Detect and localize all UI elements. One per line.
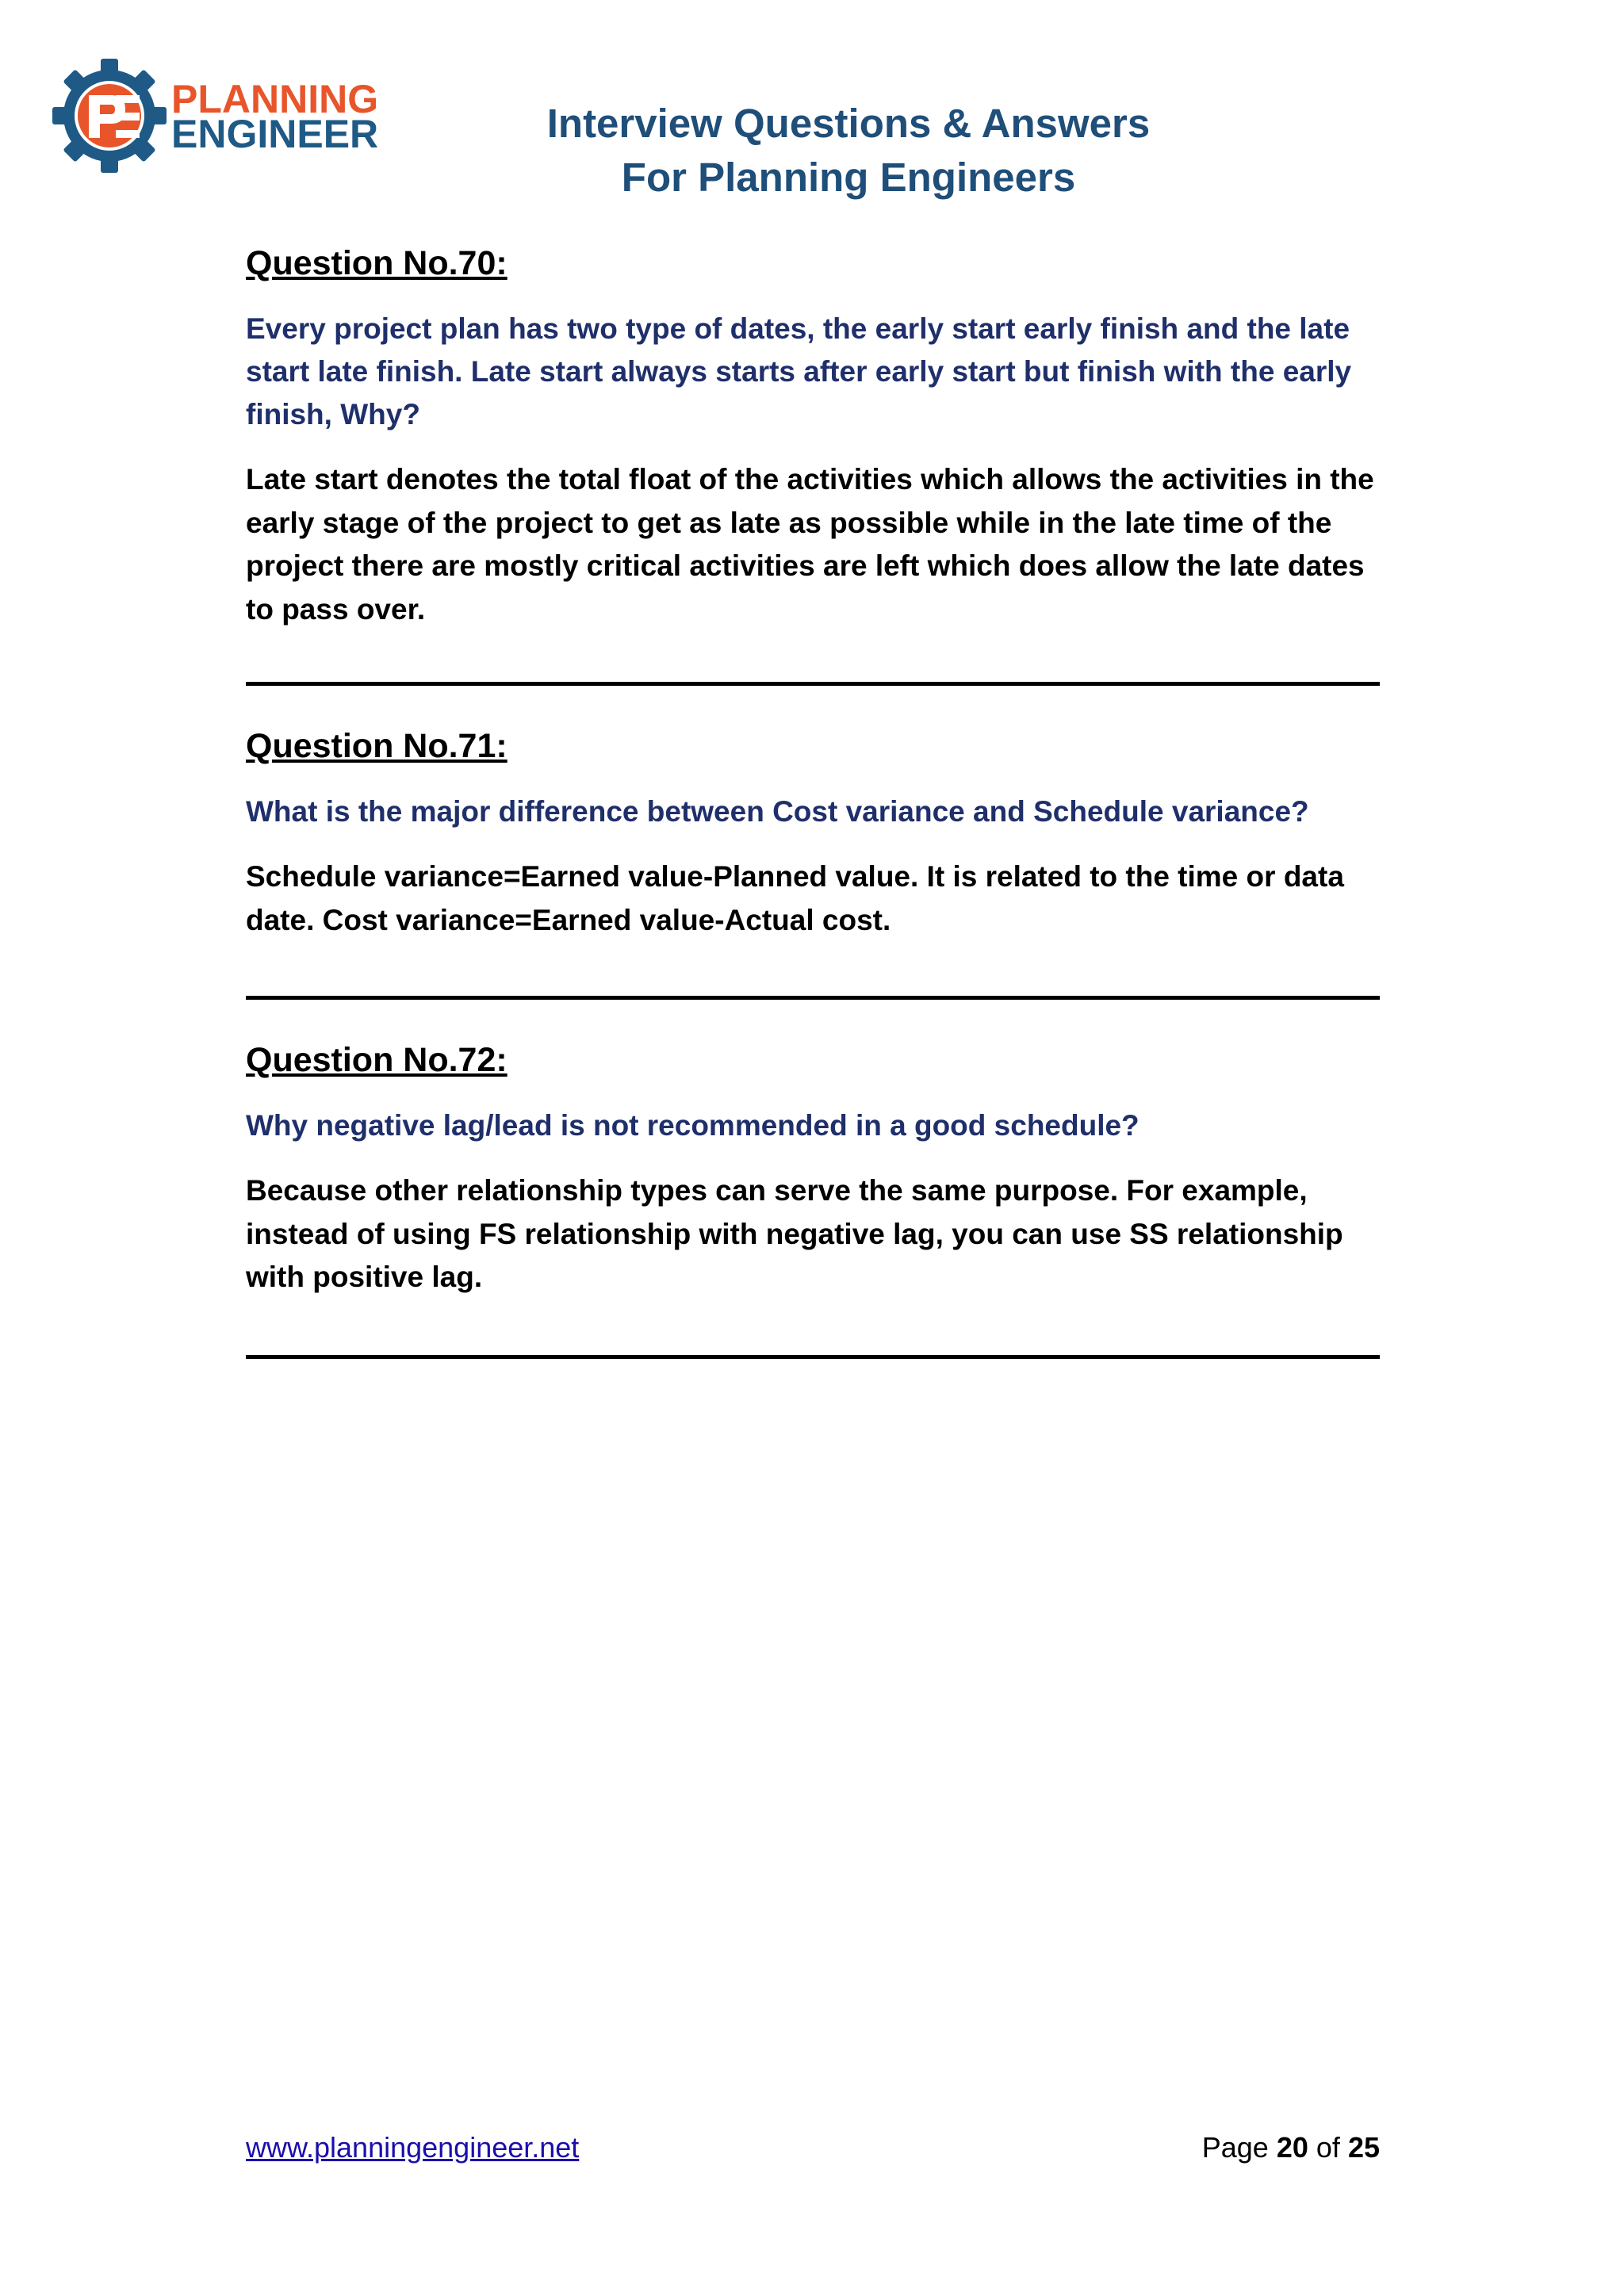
qa-content [246,239,1380,1359]
qa-block-71 [246,722,1380,1000]
document-title [444,97,1253,205]
page-footer [246,2131,1380,2171]
page-number [1202,2131,1380,2164]
logo-text-planning: PLANNING [171,77,379,121]
question-heading: Question No.72: [246,1041,508,1079]
page-of: of [1316,2131,1340,2164]
question-text: Every project plan has two type of dates, the early start early finish and the late start late finish. Late start always starts after early start but finish with the early finish, Why? [246,312,1352,430]
document-title-line-1: Interview Questions & Answers [546,101,1151,146]
page-current: 20 [1276,2131,1308,2164]
page-total: 25 [1347,2131,1380,2164]
planning-engineer-logo [52,52,401,179]
gear-icon [52,59,167,173]
website-link[interactable]: www.planningengineer.net [246,2131,580,2164]
question-heading: Question No.70: [246,244,508,282]
answer-text: Because other relationship types can serve the same purpose. For example, instead of using FS relationship with negative lag, you can use SS relationship with positive lag. [246,1174,1343,1293]
answer-text: Schedule variance=Earned value-Planned value. It is related to the time or data date. Cost variance=Earned value-Actual cost. [246,860,1344,936]
qa-block-72 [246,1036,1380,1359]
question-text: Why negative lag/lead is not recommended in a good schedule? [246,1109,1139,1142]
qa-block-70 [246,239,1380,686]
document-title-line-2: For Planning Engineers [621,155,1076,200]
page-prefix: Page [1201,2131,1269,2164]
question-heading: Question No.71: [246,727,508,765]
logo-text-engineer: ENGINEER [171,112,379,156]
question-text: What is the major difference between Cost variance and Schedule variance? [246,795,1309,828]
answer-text: Late start denotes the total float of the activities which allows the activities in the early stage of the project to get as late as possible while in the late time of the project there are mostly critical activities are left which does allow the late dates to pass over. [246,463,1374,626]
